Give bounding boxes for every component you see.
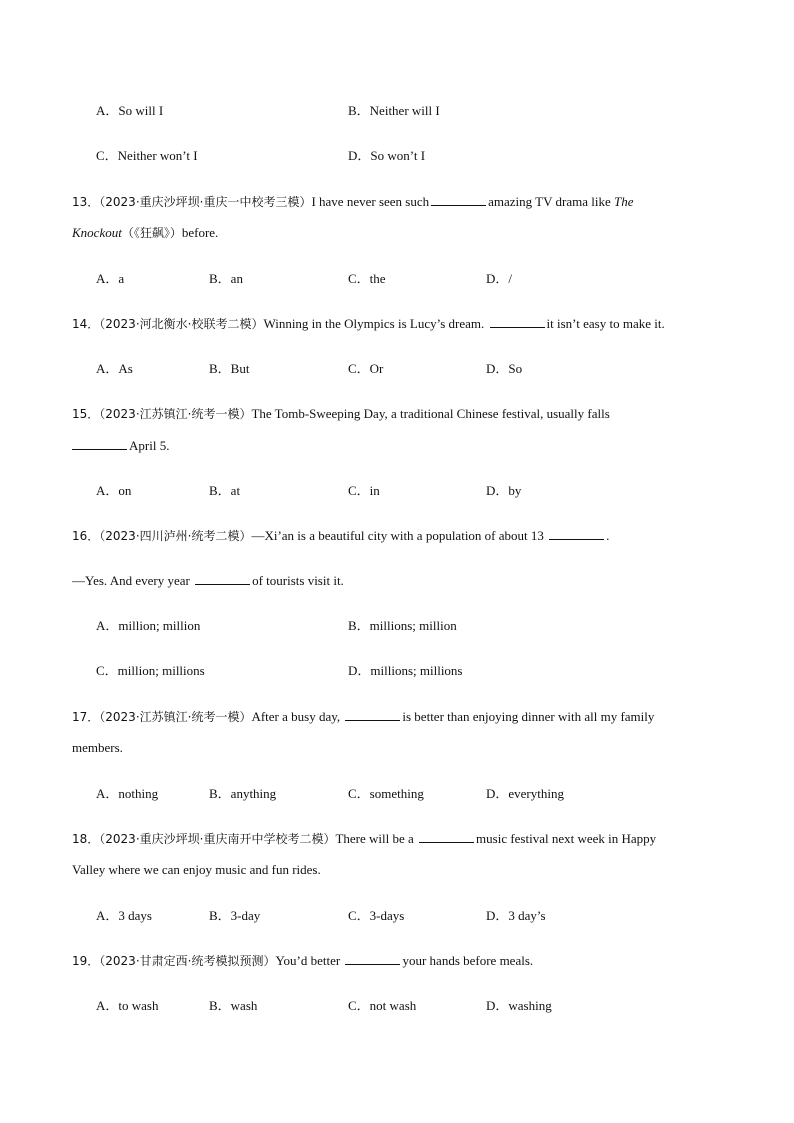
q17-option-c: C．something xyxy=(348,786,424,801)
q19-option-c: C．not wash xyxy=(348,998,417,1013)
q19-option-a: A．to wash xyxy=(96,998,159,1013)
q18-stem-line1 xyxy=(72,831,656,847)
q19-text-after: your hands before meals. xyxy=(402,953,534,968)
answer-blank xyxy=(490,316,545,328)
q16-option-a: A．million; million xyxy=(96,618,201,633)
q14-stem xyxy=(72,316,665,332)
q16-text-before: —Xi’an is a beautiful city with a population of about 13 xyxy=(251,528,544,543)
q16-option-b: B．millions; million xyxy=(348,618,457,633)
q13-title-cn: （《狂飙》） xyxy=(121,226,182,240)
q13-option-c: C．the xyxy=(348,271,386,286)
q15-option-b: B．at xyxy=(209,483,241,498)
q15-stem-line2 xyxy=(72,438,169,454)
q19-option-d: D．washing xyxy=(486,998,552,1013)
q12-option-c: C．Neither won’t I xyxy=(96,148,198,163)
q18-option-b: B．3-day xyxy=(209,908,261,923)
q18-text-after: music festival next week in Happy xyxy=(476,831,657,846)
q18-option-a: A．3 days xyxy=(96,908,152,923)
q12-option-a: A．So will I xyxy=(96,103,164,118)
q13-option-b: B．an xyxy=(209,271,243,286)
question-source: （2023·江苏镇江·统考一模） xyxy=(99,710,252,724)
question-number: 16． xyxy=(72,529,100,543)
q14-option-a: A．As xyxy=(96,361,133,376)
q14-option-b: B．But xyxy=(209,361,250,376)
question-number: 14． xyxy=(72,317,100,331)
q16-option-d: D．millions; millions xyxy=(348,663,463,678)
q16-option-c: C．million; millions xyxy=(96,663,205,678)
answer-blank xyxy=(72,438,127,450)
answer-blank xyxy=(345,709,400,721)
question-source: （2023·甘肃定西·统考模拟预测） xyxy=(99,954,276,968)
q15-option-c: C．in xyxy=(348,483,380,498)
q13-title: The xyxy=(614,194,634,209)
q13-text-end: before. xyxy=(181,225,219,240)
question-number: 19． xyxy=(72,954,100,968)
answer-blank xyxy=(549,528,604,540)
answer-blank xyxy=(431,194,486,206)
q16-text2-before: —Yes. And every year xyxy=(72,573,190,588)
question-number: 17． xyxy=(72,710,100,724)
q17-option-d: D．everything xyxy=(486,786,564,801)
q17-text-after: is better than enjoying dinner with all my family xyxy=(402,709,655,724)
question-source: （2023·重庆沙坪坝·重庆南开中学校考二模） xyxy=(99,832,336,846)
question-source: （2023·江苏镇江·统考一模） xyxy=(99,407,252,421)
q15-text-line2: April 5. xyxy=(129,438,170,453)
q15-option-a: A．on xyxy=(96,483,132,498)
q17-option-b: B．anything xyxy=(209,786,277,801)
q13-text-before: I have never seen such xyxy=(311,194,430,209)
q14-option-c: C．Or xyxy=(348,361,384,376)
q13-option-d: D．/ xyxy=(486,271,513,286)
q13-stem-line2: Knockout（《狂飙》）before. xyxy=(72,225,219,240)
q12-option-d: D．So won’t I xyxy=(348,148,426,163)
q13-option-a: A．a xyxy=(96,271,125,286)
question-number: 15． xyxy=(72,407,100,421)
q16-stem-line2 xyxy=(72,573,344,589)
q19-option-b: B．wash xyxy=(209,998,258,1013)
q15-stem-line1 xyxy=(72,406,610,422)
q16-text2-after: of tourists visit it. xyxy=(252,573,344,588)
question-number: 13． xyxy=(72,195,100,209)
q19-text-before: You’d better xyxy=(275,953,341,968)
q17-option-a: A．nothing xyxy=(96,786,159,801)
q16-stem-line1 xyxy=(72,528,609,544)
question-source: （2023·四川泸州·统考二模） xyxy=(99,529,252,543)
q18-stem-line2: Valley where we can enjoy music and fun rides. xyxy=(72,862,321,877)
q18-text-before: There will be a xyxy=(335,831,414,846)
q14-text-before: Winning in the Olympics is Lucy’s dream. xyxy=(263,316,485,331)
q18-option-c: C．3-days xyxy=(348,908,405,923)
q15-option-d: D．by xyxy=(486,483,522,498)
question-number: 18． xyxy=(72,832,100,846)
q14-option-d: D．So xyxy=(486,361,523,376)
question-source: （2023·河北衡水·校联考二模） xyxy=(99,317,264,331)
q13-text-after: amazing TV drama like xyxy=(488,194,611,209)
q13-stem-line1 xyxy=(72,194,634,210)
q18-option-d: D．3 day’s xyxy=(486,908,546,923)
q17-stem-line1 xyxy=(72,709,654,725)
answer-blank xyxy=(419,831,474,843)
question-source: （2023·重庆沙坪坝·重庆一中校考三模） xyxy=(99,195,312,209)
answer-blank xyxy=(195,573,250,585)
q19-stem xyxy=(72,953,533,969)
q17-stem-line2: members. xyxy=(72,740,123,755)
q16-text-end: . xyxy=(606,528,610,543)
q17-text-before: After a busy day, xyxy=(251,709,341,724)
answer-blank xyxy=(345,953,400,965)
q12-option-b: B．Neither will I xyxy=(348,103,440,118)
q15-text-line1: The Tomb-Sweeping Day, a traditional Chinese festival, usually falls xyxy=(251,406,610,421)
q14-text-after: it isn’t easy to make it. xyxy=(546,316,665,331)
